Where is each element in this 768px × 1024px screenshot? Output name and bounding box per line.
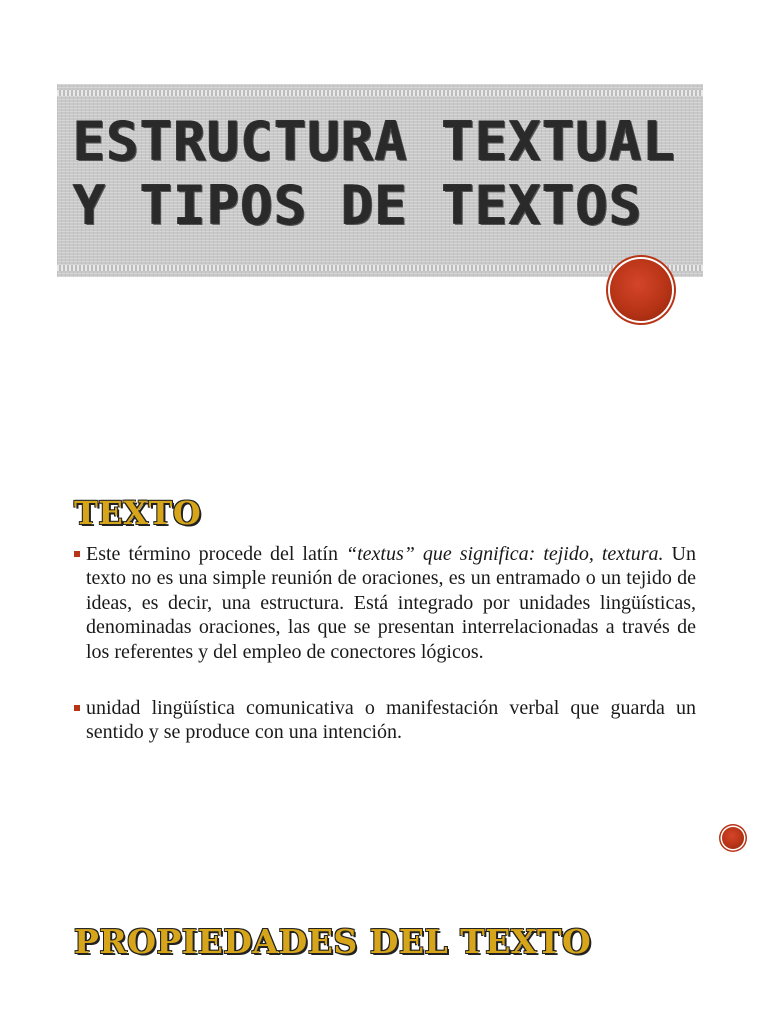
slide-heading: TEXTO	[74, 494, 202, 532]
title-line-1: ESTRUCTURA TEXTUAL	[73, 110, 677, 173]
bullet-item-unit	[74, 696, 696, 745]
title-line-2: Y TIPOS DE TEXTOS	[73, 174, 643, 237]
bullet-text-italic: “textus” que significa: tejido, textura.	[345, 543, 664, 565]
decorative-circle-icon	[722, 827, 744, 849]
bullet-item-definition	[74, 542, 696, 664]
slide-title-text	[73, 110, 693, 238]
title-band	[57, 84, 703, 277]
slide-texto	[0, 460, 768, 878]
bullet-text-part: Un texto no es una simple reunión de oraciones, es un entramado o un tejido de ideas, es decir, una estructura. Está integrado por unidades lingüísticas, denominadas oraciones, las que se presentan interrelacionadas a través de los referentes y del empleo de conectores lógicos.	[86, 543, 696, 663]
square-bullet-icon	[74, 551, 80, 557]
bullet-text-part: Este término procede del latín	[86, 543, 346, 565]
slide-propiedades	[0, 878, 768, 1024]
bullet-text: unidad lingüística comunicativa o manifestación verbal que guarda un sentido y se produce con una intención.	[86, 697, 696, 744]
decorative-circle-icon	[610, 259, 672, 321]
bullet-list	[74, 542, 696, 745]
square-bullet-icon	[74, 705, 80, 711]
slide-heading: PROPIEDADES DEL TEXTO	[74, 922, 592, 961]
slide-title	[0, 0, 768, 460]
